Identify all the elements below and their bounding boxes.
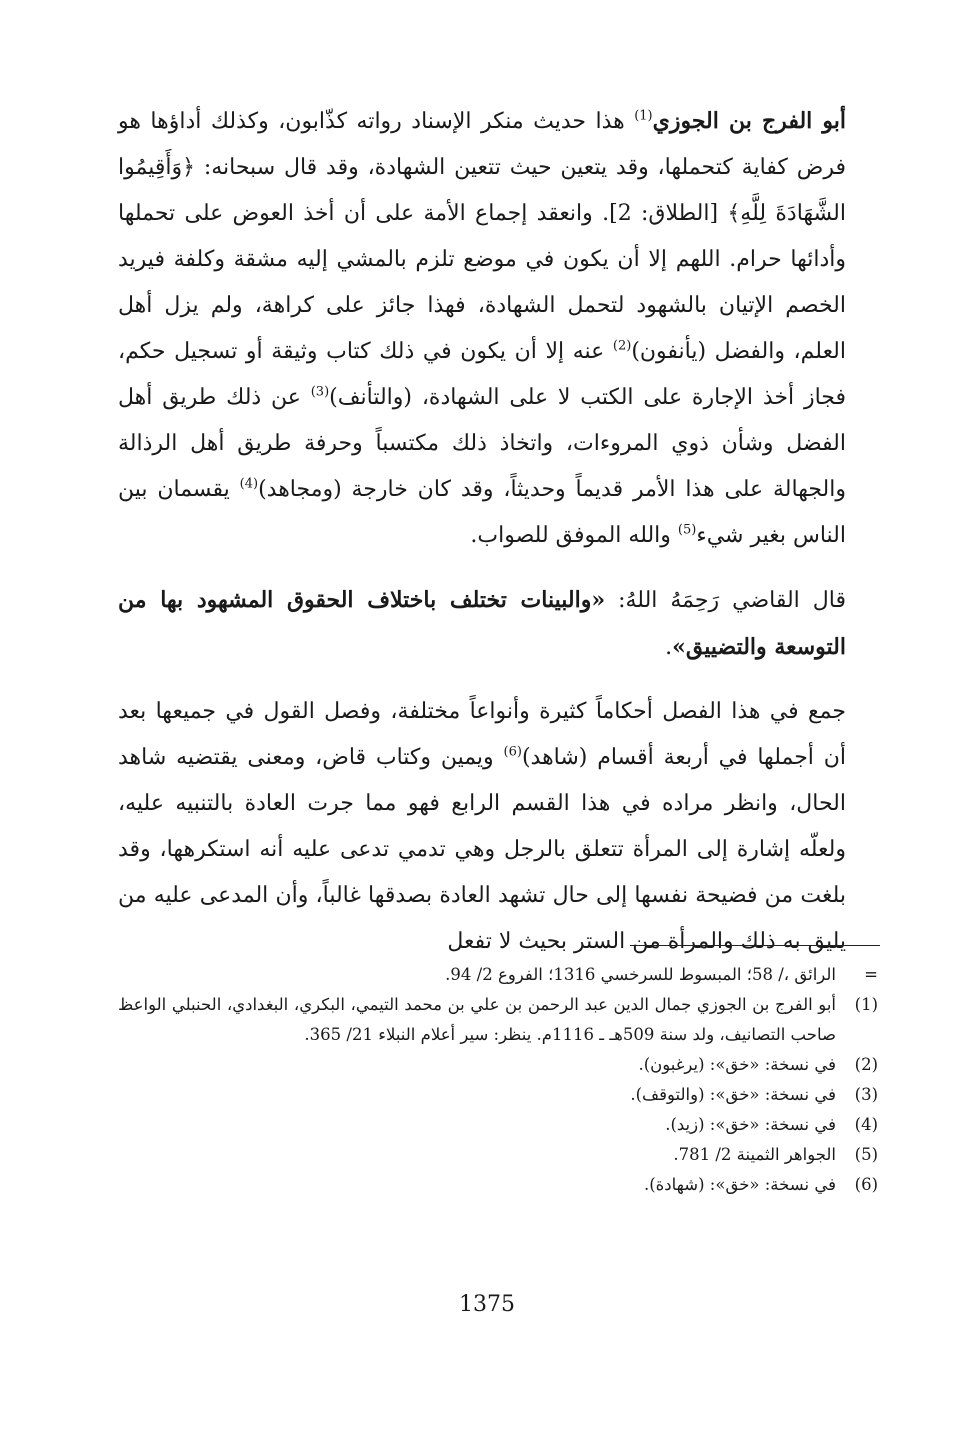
- paragraph-1-text-a: هذا حديث منكر الإسناد رواته كذّابون، وكذلك أداؤها هو فرض كفاية كتحملها، وقد يتعين حيث تتعين الشهادة، وقد قال سبحانه: ﴿وَأَقِيمُوا الشَّهَادَةَ لِلَّهِ﴾ [الطلاق: 2]. وانعقد إجماع الأمة على أن أخذ العوض على تحملها وأدائها حرام. اللهم إلا أن يكون في موضع تلزم بالمشي إليه مشقة وكلفة فيريد الخصم الإتيان بالشهود لتحمل الشهادة، فهذا جائز على كراهة، ولم يزل أهل العلم، والفضل (يأنفون): [118, 109, 846, 364]
- footnote-ref-3: (3): [310, 384, 330, 400]
- footnote-3: [118, 1080, 878, 1110]
- paragraph-1: [118, 98, 846, 559]
- paragraph-1-text-c: عن ذلك طريق أهل الفضل وشأن ذوي المروءات، واتخاذ ذلك مكتسباً وحرفة طريق أهل الرذالة والجهالة على هذا الأمر قديماً وحديثاً، وقد كان خارجة (ومجاهد): [118, 385, 846, 502]
- footnote-text: في نسخة: «خق»: (شهادة).: [643, 1175, 836, 1194]
- page-number: 1375: [459, 1292, 515, 1317]
- paragraph-1-text-d: يقسمان بين الناس بغير شيء: [118, 477, 846, 548]
- footnote-mark: (2): [854, 1055, 878, 1074]
- footnote-mark: =: [864, 965, 878, 984]
- footnote-1: [118, 990, 878, 1050]
- footnote-text: الجواهر الثمينة 2/ 781.: [673, 1145, 836, 1164]
- paragraph-1-text-b: عنه إلا أن يكون في ذلك كتاب وثيقة أو تسجيل حكم، فجاز أخذ الإجارة على الكتب لا على الشهادة، (والتأنف): [118, 339, 846, 410]
- footnote-divider: [630, 945, 880, 946]
- qadi-end: .: [665, 635, 673, 660]
- footnote-2: [118, 1050, 878, 1080]
- paragraph-2: [118, 577, 846, 671]
- footnote-mark: (4): [854, 1115, 878, 1134]
- qadi-lead: قال القاضي رَحِمَهُ اللهُ:: [605, 588, 846, 613]
- footnotes: [118, 960, 878, 1200]
- footnote-ref-4: (4): [239, 476, 259, 492]
- footnote-5: [118, 1140, 878, 1170]
- author-name: أبو الفرج بن الجوزي: [652, 108, 846, 134]
- main-text: [118, 98, 846, 965]
- footnote-6: [118, 1170, 878, 1200]
- footnote-text: الرائق ،/ 58؛ المبسوط للسرخسي 1316؛ الفروع 2/ 94.: [445, 965, 836, 984]
- footnote-text: في نسخة: «خق»: (زيد).: [665, 1115, 836, 1134]
- footnote-mark: (3): [854, 1085, 878, 1104]
- paragraph-3: [118, 689, 846, 965]
- footnote-mark: (1): [854, 995, 878, 1014]
- footnote-text: في نسخة: «خق»: (والتوقف).: [630, 1085, 836, 1104]
- qadi-quote: «والبينات تختلف باختلاف الحقوق المشهود بها من التوسعة والتضييق»: [118, 587, 846, 660]
- paragraph-1-text-e: والله الموفق للصواب.: [470, 523, 678, 548]
- footnote-ref-5: (5): [677, 522, 697, 538]
- footnote-mark: (6): [854, 1175, 878, 1194]
- paragraph-3-text-a: جمع في هذا الفصل أحكاماً كثيرة وأنواعاً مختلفة، وفصل القول في جميعها بعد أن أجملها في أربعة أقسام (شاهد): [118, 699, 846, 770]
- footnote-ref-6: (6): [503, 744, 522, 760]
- footnote-mark: (5): [854, 1145, 878, 1164]
- footnote-text: أبو الفرج بن الجوزي جمال الدين عبد الرحمن بن علي بن محمد التيمي، البكري، البغدادي، الحنبلي الواعظ صاحب التصانيف، ولد سنة 509هـ ـ 1116م. ينظر: سير أعلام النبلاء 21/ 365.: [118, 995, 836, 1044]
- footnote-ref-2: (2): [612, 338, 632, 354]
- footnote-ref-1: (1): [634, 108, 653, 124]
- footnote-text: في نسخة: «خق»: (يرغبون).: [638, 1055, 836, 1074]
- footnote-4: [118, 1110, 878, 1140]
- paragraph-3-text-b: ويمين وكتاب قاض، ومعنى يقتضيه شاهد الحال، وانظر مراده في هذا القسم الرابع فهو مما جرت العادة بالتنبيه عليه، ولعلّه إشارة إلى المرأة تتعلق بالرجل وهي تدمي تدعى عليه أنه استكرهها، وقد بلغت من فضيحة نفسها إلى حال تشهد العادة بصدقها غالباً، وأن المدعى عليه من يليق به ذلك والمرأة من الستر بحيث لا تفعل: [118, 745, 846, 954]
- footnote-continuation: [118, 960, 878, 990]
